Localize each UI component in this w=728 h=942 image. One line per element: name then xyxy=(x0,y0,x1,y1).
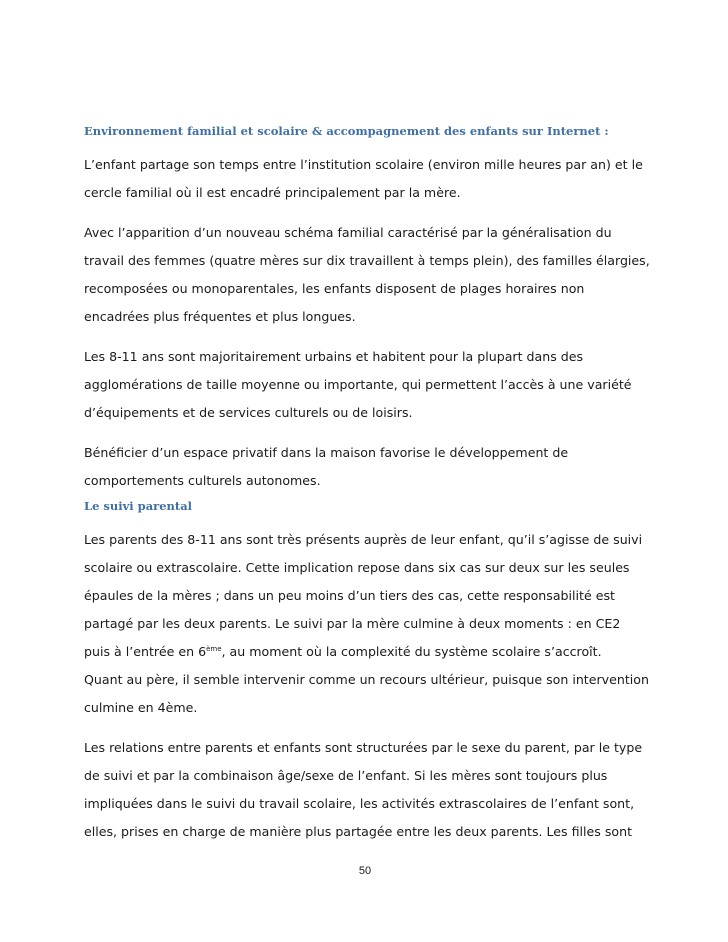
text-line: travail des femmes (quatre mères sur dix travaillent à temps plein), des familles élargies, xyxy=(84,253,650,268)
section-heading-environnement: Environnement familial et scolaire & accompagnement des enfants sur Internet : xyxy=(84,124,609,138)
text-line: agglomérations de taille moyenne ou importante, qui permettent l’accès à une variété xyxy=(84,377,632,392)
text-fragment: , au moment où la complexité du système scolaire s’accroît. xyxy=(221,644,602,659)
text-line: Les 8-11 ans sont majoritairement urbains et habitent pour la plupart dans des xyxy=(84,349,584,364)
text-line: L’enfant partage son temps entre l’institution scolaire (environ mille heures par an) et le xyxy=(84,157,643,172)
text-line: Les parents des 8-11 ans sont très présents auprès de leur enfant, qu’il s’agisse de suivi xyxy=(84,532,643,547)
section-heading-suivi-parental: Le suivi parental xyxy=(84,499,193,513)
text-line: de suivi et par la combinaison âge/sexe de l’enfant. Si les mères sont toujours plus xyxy=(84,768,608,783)
paragraph xyxy=(84,343,646,427)
section-body-environnement xyxy=(84,151,650,507)
paragraph xyxy=(84,734,646,846)
paragraph xyxy=(84,151,646,207)
document-page xyxy=(84,0,650,942)
text-line: recomposées ou monoparentales, les enfants disposent de plages horaires non xyxy=(84,281,585,296)
text-line: impliquées dans le suivi du travail scolaire, les activités extrascolaires de l’enfant sont, xyxy=(84,796,635,811)
text-line: cercle familial où il est encadré principalement par la mère. xyxy=(84,185,461,200)
text-line: Les relations entre parents et enfants sont structurées par le sexe du parent, par le type xyxy=(84,740,643,755)
text-line: elles, prises en charge de manière plus partagée entre les deux parents. Les filles sont xyxy=(84,824,633,839)
text-line: encadrées plus fréquentes et plus longues. xyxy=(84,309,356,324)
text-line: d’équipements et de services culturels ou de loisirs. xyxy=(84,405,413,420)
paragraph xyxy=(84,526,649,722)
text-line: Bénéficier d’un espace privatif dans la maison favorise le développement de xyxy=(84,445,569,460)
text-line: comportements culturels autonomes. xyxy=(84,473,321,488)
text-line: épaules de la mères ; dans un peu moins d’un tiers des cas, cette responsabilité est xyxy=(84,588,615,603)
section-body-suivi-parental xyxy=(84,526,649,858)
text-fragment: puis à l’entrée en 6 xyxy=(84,644,207,659)
text-line: Avec l’apparition d’un nouveau schéma familial caractérisé par la généralisation du xyxy=(84,225,612,240)
page-number: 50 xyxy=(358,865,372,877)
text-line xyxy=(84,638,646,666)
text-line: Quant au père, il semble intervenir comme un recours ultérieur, puisque son intervention xyxy=(84,672,649,687)
paragraph xyxy=(84,439,646,495)
text-line: partagé par les deux parents. Le suivi par la mère culmine à deux moments : en CE2 xyxy=(84,616,621,631)
paragraph xyxy=(84,219,650,331)
text-line: culmine en 4ème. xyxy=(84,700,198,715)
text-line: scolaire ou extrascolaire. Cette implication repose dans six cas sur deux sur les seules xyxy=(84,560,630,575)
ordinal-superscript: ème xyxy=(206,645,222,653)
